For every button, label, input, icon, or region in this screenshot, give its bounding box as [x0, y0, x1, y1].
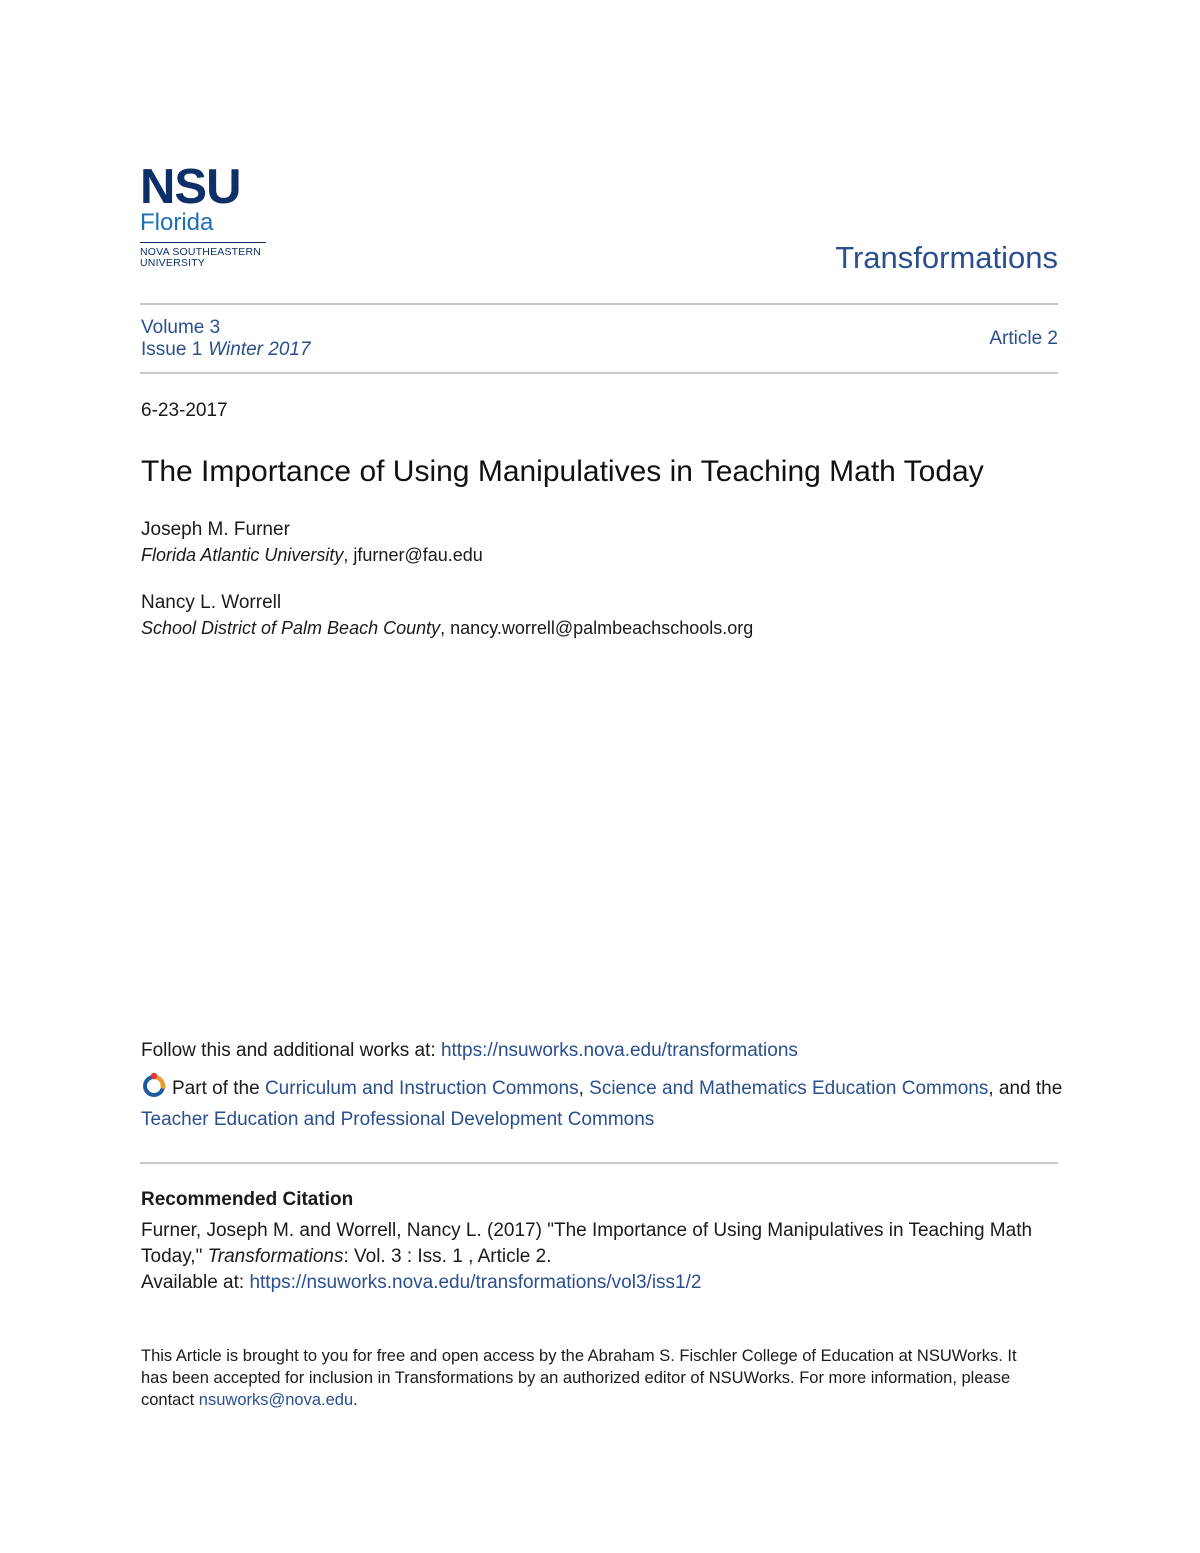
follow-url-link[interactable]: https://nsuworks.nova.edu/transformations [440, 1040, 798, 1061]
recommended-citation [141, 1218, 1066, 1296]
article-title: The Importance of Using Manipulatives in Teaching Math Today [141, 455, 984, 488]
commons-link[interactable]: Science and Mathematics Education Commons [589, 1078, 989, 1099]
citation-text: Furner, Joseph M. and Worrell, Nancy L. (2017) "The Importance of Using Manipulatives in Teaching Math Today," [141, 1220, 1033, 1267]
period: . [353, 1391, 358, 1409]
author-block [141, 592, 753, 639]
author-name: Nancy L. Worrell [141, 592, 282, 613]
recommended-citation-heading: Recommended Citation [141, 1189, 354, 1210]
logo-university-line1: NOVA SOUTHEASTERN [140, 246, 262, 258]
issue-line [141, 339, 311, 361]
logo-nsu-text: NSU [140, 160, 241, 214]
available-prefix: Available at: [141, 1272, 250, 1293]
issue-link[interactable]: Issue 1 [141, 339, 203, 360]
access-notice-text: This Article is brought to you for free and open access by the Abraham S. Fischler College of Education at NSUWorks. It has been accepted for inclusion in Transformations by an authorized editor of NSUWorks. For more information, please contact [141, 1347, 1017, 1409]
contact-email-link[interactable]: nsuworks@nova.edu [198, 1391, 354, 1409]
header-divider-top [140, 303, 1058, 305]
nsu-florida-logo [140, 160, 266, 269]
author-institution: School District of Palm Beach County [141, 618, 441, 638]
author-email: nancy.worrell@palmbeachschools.org [450, 618, 754, 638]
volume-link[interactable]: Volume 3 [141, 317, 221, 338]
access-notice [141, 1345, 1041, 1411]
separator: , [578, 1078, 590, 1099]
publication-date: 6-23-2017 [141, 400, 228, 421]
commons-network-icon [141, 1072, 167, 1098]
author-email: jfurner@fau.edu [353, 545, 483, 565]
author-affiliation: Florida Atlantic University, jfurner@fau.edu [141, 545, 483, 565]
separator: , and the [988, 1078, 1063, 1099]
header-divider-bottom [140, 372, 1058, 374]
author-institution: Florida Atlantic University [141, 545, 344, 565]
logo-university-line2: UNIVERSITY [140, 257, 206, 269]
follow-prefix: Follow this and additional works at: [141, 1040, 441, 1061]
citation-journal: Transformations [207, 1246, 344, 1267]
author-name: Joseph M. Furner [141, 519, 290, 540]
citation-url-link[interactable]: https://nsuworks.nova.edu/transformations/vol3/iss1/2 [249, 1272, 702, 1293]
article-link[interactable]: Article 2 [989, 328, 1058, 349]
citation-divider [140, 1162, 1058, 1164]
commons-link[interactable]: Curriculum and Instruction Commons [264, 1078, 579, 1099]
logo-divider [140, 242, 266, 243]
part-of-commons [141, 1072, 1066, 1135]
part-of-prefix: Part of the [172, 1078, 265, 1099]
commons-link[interactable]: Teacher Education and Professional Development Commons [141, 1109, 655, 1130]
author-affiliation: School District of Palm Beach County, nancy.worrell@palmbeachschools.org [141, 618, 754, 638]
journal-name-link[interactable]: Transformations [835, 240, 1058, 275]
citation-details: : Vol. 3 : Iss. 1 , Article 2. [343, 1246, 552, 1267]
follow-line [141, 1040, 798, 1062]
season-link[interactable]: Winter 2017 [208, 339, 311, 360]
logo-florida-text: Florida [140, 209, 214, 236]
author-block [141, 519, 483, 566]
